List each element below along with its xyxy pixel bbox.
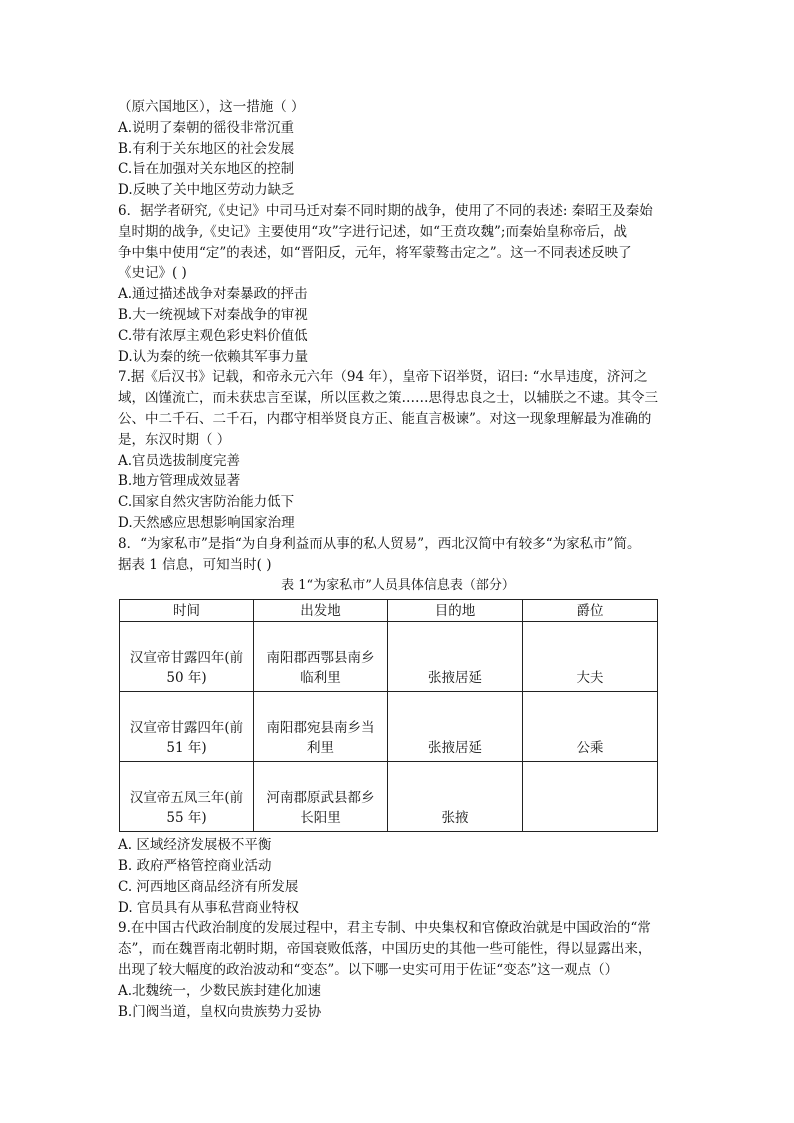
question-9-option-a: A.北魏统一，少数民族封建化加速	[118, 982, 322, 999]
question-7-option-d: D.天然感应思想影响国家治理	[118, 514, 295, 531]
question-9-line: 9.在中国古代政治制度的发展过程中，君主专制、中央集权和官僚政治就是中国政治的“常	[118, 920, 651, 937]
question-6-line: 皇时期的战争,《史记》主要使用“攻”字进行记述，如“王贲攻魏”;而秦始皇称帝后，战	[118, 223, 627, 240]
question-7-line: 公、中二千石、二千石，内郡守相举贤良方正、能直言极谏”。对这一现象理解最为准确的	[118, 410, 652, 427]
table-row	[120, 692, 658, 762]
question-8-line: 据表 1 信息，可知当时( )	[118, 556, 272, 573]
question-8-option-c: C. 河西地区商品经济有所发展	[118, 878, 299, 895]
question-8-option-b: B. 政府严格管控商业活动	[118, 857, 272, 874]
question-6-option-c: C.带有浓厚主观色彩史料价值低	[118, 327, 308, 344]
cell-destination: 张掖居延	[388, 622, 523, 692]
cell-text: 55 年)	[166, 810, 207, 827]
header-origin: 出发地	[254, 600, 388, 622]
cell-text: 汉宣帝甘露四年(前	[129, 720, 244, 737]
question-5-stem: （原六国地区），这一措施（ ）	[118, 99, 305, 115]
cell-time	[120, 622, 254, 692]
question-6-option-b: B.大一统视域下对秦战争的审视	[118, 306, 308, 323]
cell-text: 汉宣帝甘露四年(前	[129, 650, 244, 667]
question-9-option-b: B.门阀当道，皇权向贵族势力妥协	[118, 1003, 322, 1020]
question-6-line: 《史记》( )	[118, 265, 187, 282]
question-6-line: 6．据学者研究,《史记》中司马迁对秦不同时期的战争，使用了不同的表述: 秦昭王及秦始	[118, 202, 653, 219]
question-7-option-b: B.地方管理成效显著	[118, 473, 241, 490]
table-row	[120, 762, 658, 832]
cell-destination: 张掖居延	[388, 692, 523, 762]
cell-origin	[254, 622, 388, 692]
question-6	[118, 201, 678, 367]
question-7	[118, 367, 678, 533]
question-9	[118, 918, 678, 1022]
question-7-option-c: C.国家自然灾害防治能力低下	[118, 494, 295, 511]
question-5	[118, 97, 678, 201]
table-row	[120, 622, 658, 692]
question-5-option-d: D.反映了关中地区劳动力缺乏	[118, 182, 295, 199]
cell-time	[120, 762, 254, 832]
header-time: 时间	[120, 600, 254, 622]
cell-text: 50 年)	[166, 670, 207, 687]
question-5-option-c: C.旨在加强对关东地区的控制	[118, 161, 295, 178]
cell-text: 南阳郡西鄂县南乡	[266, 650, 375, 667]
cell-rank	[523, 762, 658, 832]
question-8-option-a: A. 区域经济发展极不平衡	[118, 837, 272, 854]
cell-text: 临利里	[300, 670, 341, 687]
cell-text: 51 年)	[166, 740, 207, 757]
header-rank: 爵位	[523, 600, 658, 622]
question-6-line: 争中集中使用“定”的表述，如“晋阳反，元年，将军蒙骜击定之”。这一不同表述反映了	[118, 244, 632, 261]
question-5-option-a: A.说明了秦朝的徭役非常沉重	[118, 119, 295, 136]
question-6-option-d: D.认为秦的统一依赖其军事力量	[118, 348, 309, 365]
header-destination: 目的地	[388, 600, 523, 622]
info-table	[119, 599, 658, 832]
question-7-option-a: A.官员选拔制度完善	[118, 452, 241, 469]
question-9-line: 出现了较大幅度的政治波动和“变态”。以下哪一史实可用于佐证“变态”这一观点（）	[118, 961, 619, 978]
question-7-line: 7.据《后汉书》记载，和帝永元六年（94 年），皇帝下诏举贤，诏曰: “水旱违度，济河之	[118, 369, 648, 386]
cell-time	[120, 692, 254, 762]
question-9-line: 态”，而在魏晋南北朝时期，帝国衰败低落，中国历史的其他一些可能性，得以显露出来，	[118, 941, 652, 958]
question-6-option-a: A.通过描述战争对秦暴政的抨击	[118, 286, 308, 303]
question-8	[118, 534, 678, 919]
cell-origin	[254, 692, 388, 762]
cell-rank: 公乘	[523, 692, 658, 762]
question-8-option-d: D. 官员具有从事私营商业特权	[118, 899, 299, 916]
cell-text: 河南郡原武县都乡	[266, 790, 375, 807]
cell-text: 汉宣帝五凤三年(前	[129, 790, 244, 807]
question-7-line: 是，东汉时期（ ）	[118, 431, 231, 448]
cell-text: 南阳郡宛县南乡当	[266, 720, 375, 737]
page-content	[118, 97, 678, 1022]
table-caption: 表 1“为家私市”人员具体信息表（部分）	[281, 578, 515, 594]
cell-origin	[254, 762, 388, 832]
cell-destination: 张掖	[388, 762, 523, 832]
cell-rank: 大夫	[523, 622, 658, 692]
question-5-option-b: B.有利于关东地区的社会发展	[118, 140, 295, 157]
question-8-line: 8．“为家私市”是指“为自身利益而从事的私人贸易”，西北汉简中有较多“为家私市”简。	[118, 535, 641, 552]
cell-text: 利里	[307, 740, 334, 757]
question-7-line: 域，凶馑流亡，而未获忠言至谋，所以匡救之策……思得忠良之士，以辅朕之不逮。其令三	[118, 390, 658, 407]
cell-text: 长阳里	[300, 810, 341, 827]
table-header-row	[120, 600, 658, 622]
